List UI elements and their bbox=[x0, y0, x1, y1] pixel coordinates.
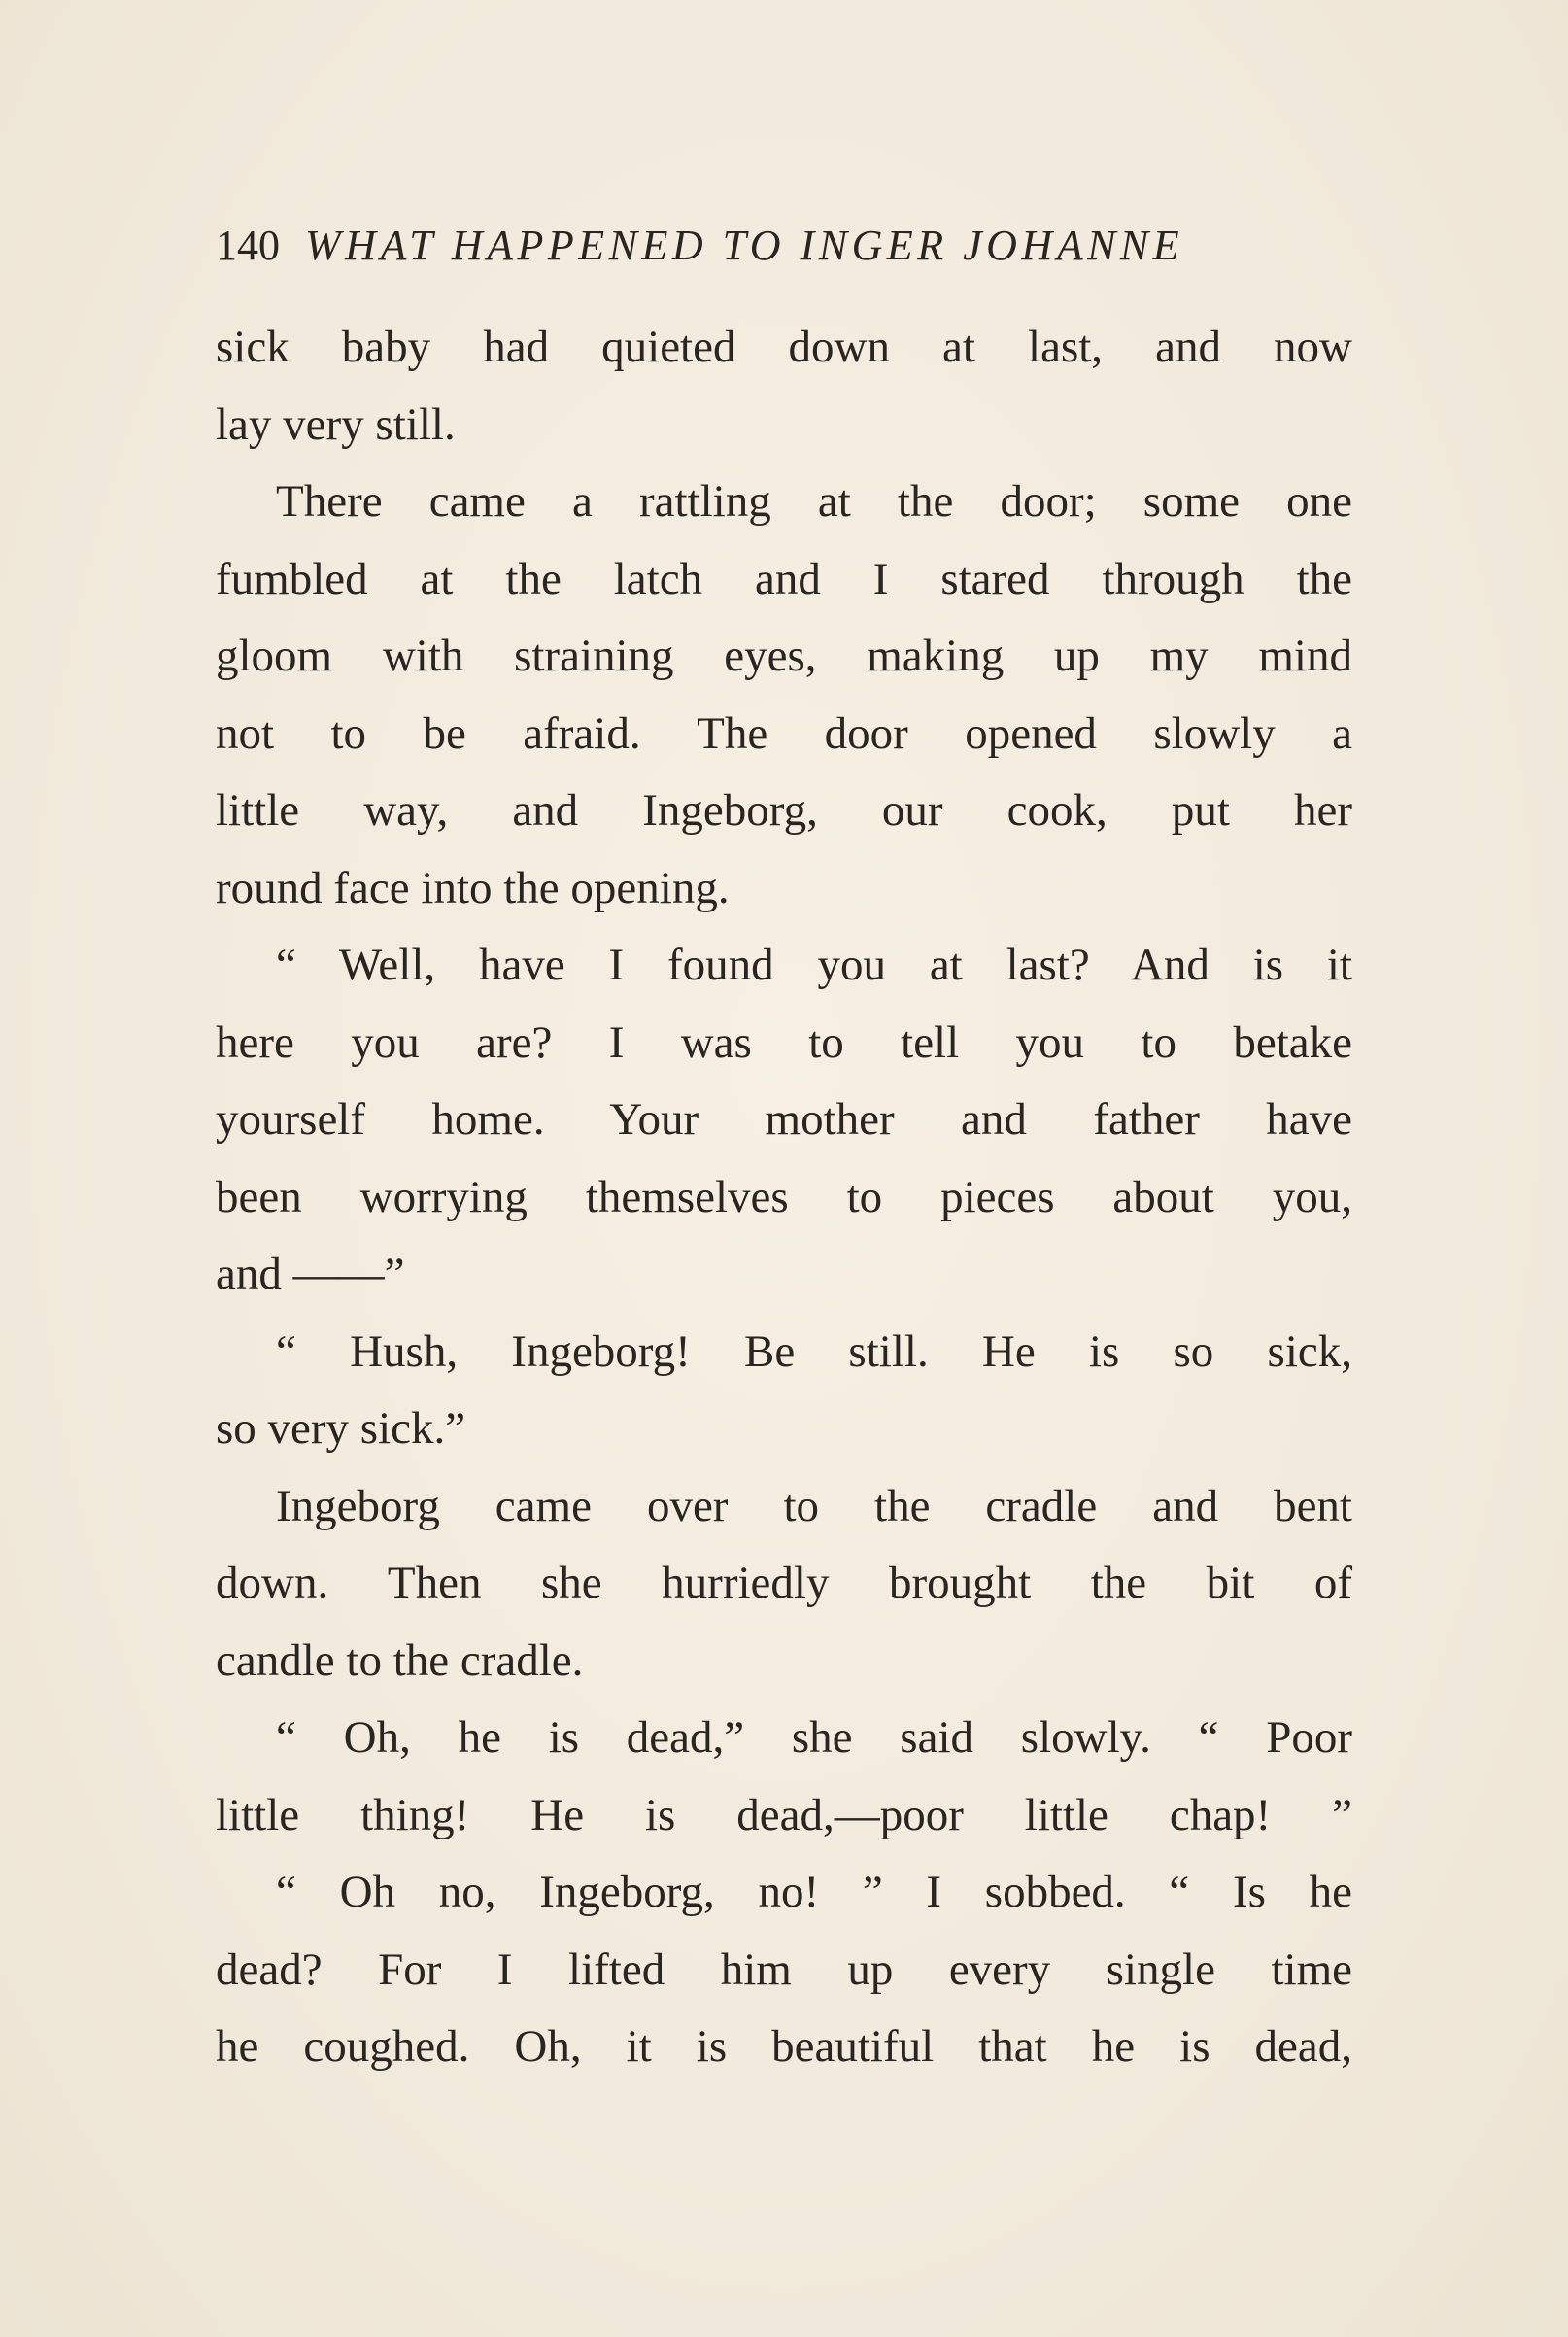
text-line: round face into the opening. bbox=[216, 862, 730, 913]
text-line: “ Oh no, Ingeborg, no! ” I sobbed. “ Is he bbox=[276, 1867, 1352, 1917]
text-line: little thing! He is dead,—poor little chap! ” bbox=[216, 1789, 1352, 1840]
text-line: so very sick.” bbox=[216, 1403, 466, 1454]
text-line: yourself home. Your mother and father have bbox=[216, 1094, 1352, 1145]
text-line: down. Then she hurriedly brought the bit of bbox=[216, 1558, 1352, 1608]
text-line: sick baby had quieted down at last, and now bbox=[216, 322, 1352, 372]
text-line: gloom with straining eyes, making up my mind bbox=[216, 631, 1352, 681]
running-header bbox=[216, 212, 1352, 280]
page-number: 140 bbox=[216, 222, 280, 269]
text-line: been worrying themselves to pieces about you, bbox=[216, 1171, 1352, 1222]
text-line: “ Oh, he is dead,” she said slowly. “ Poor bbox=[276, 1712, 1352, 1763]
text-line: candle to the cradle. bbox=[216, 1634, 584, 1686]
text-line: he coughed. Oh, it is beautiful that he is dead, bbox=[216, 2021, 1352, 2072]
text-line: “ Well, have I found you at last? And is it bbox=[276, 940, 1352, 990]
body-text bbox=[216, 309, 1352, 2086]
text-line: here you are? I was to tell you to betake bbox=[216, 1016, 1352, 1068]
text-line: There came a rattling at the door; some one bbox=[276, 476, 1352, 527]
text-line: lay very still. bbox=[216, 398, 456, 450]
text-line: fumbled at the latch and I stared through the bbox=[216, 553, 1352, 604]
text-line: not to be afraid. The door opened slowly a bbox=[216, 707, 1352, 759]
text-line: and ——” bbox=[216, 1249, 405, 1299]
text-line: little way, and Ingeborg, our cook, put her bbox=[216, 785, 1352, 836]
text-line: dead? For I lifted him up every single time bbox=[216, 1943, 1352, 1995]
text-line: Ingeborg came over to the cradle and bent bbox=[276, 1480, 1352, 1531]
running-title: WHAT HAPPENED TO INGER JOHANNE bbox=[305, 222, 1184, 269]
text-line: “ Hush, Ingeborg! Be still. He is so sick, bbox=[276, 1325, 1352, 1377]
